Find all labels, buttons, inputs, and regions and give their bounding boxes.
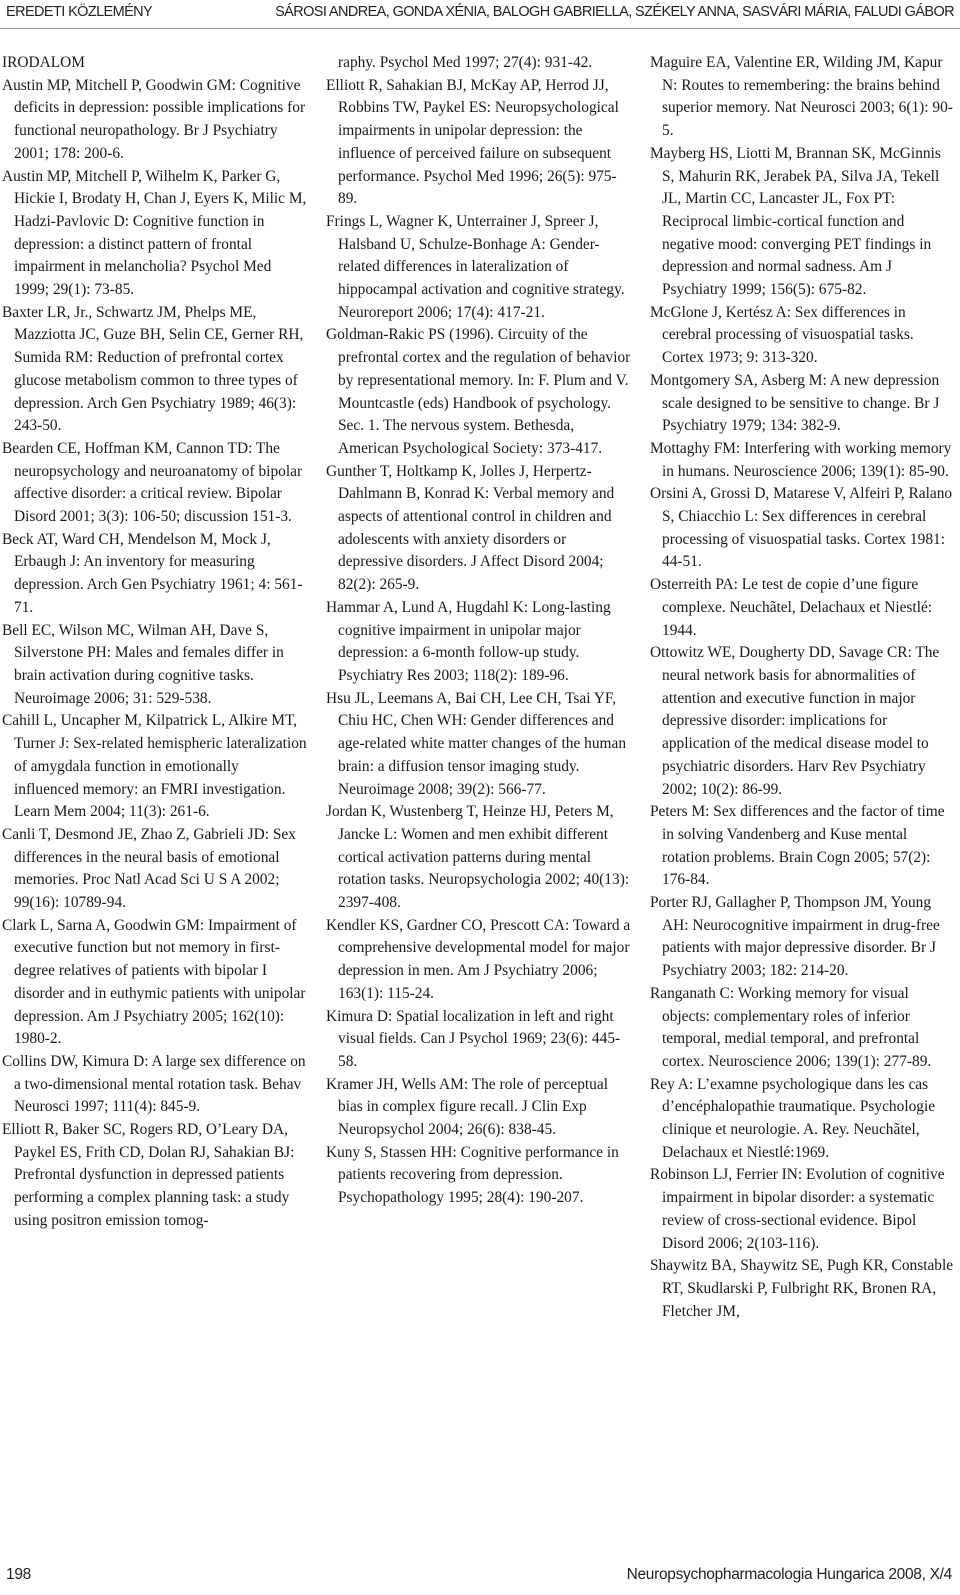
- reference-entry: Porter RJ, Gallagher P, Thompson JM, Young AH: Neurocognitive impairment in drug-free patients with major depressive disorder. Br J Psychiatry 2003; 182: 214-20.: [650, 894, 940, 980]
- reference-entry: Kramer JH, Wells AM: The role of perceptual bias in complex figure recall. J Clin Exp Neuropsychol 2004; 26(6): 838-45.: [326, 1075, 608, 1139]
- reference-entry: Bell EC, Wilson MC, Wilman AH, Dave S, Silverstone PH: Males and females differ in brain activation during cognitive tasks. Neuroimage 2006; 31: 529-538.: [2, 621, 284, 707]
- author-list: SÁROSI ANDREA, GONDA XÉNIA, BALOGH GABRIELLA, SZÉKELY ANNA, SASVÁRI MÁRIA, FALUDI GÁBOR: [275, 4, 954, 20]
- header-rule: [0, 28, 960, 29]
- reference-entry: Montgomery SA, Asberg M: A new depression scale designed to be sensitive to change. Br J Psychiatry 1979; 134: 382-9.: [650, 371, 940, 435]
- reference-entry: Hsu JL, Leemans A, Bai CH, Lee CH, Tsai YF, Chiu HC, Chen WH: Gender differences and age-related white matter changes of the human brain: a diffusion tensor imaging study. Neuroimage 2008; 39(2): 566-77.: [326, 689, 627, 798]
- reference-entry: Beck AT, Ward CH, Mendelson M, Mock J, Erbaugh J: An inventory for measuring depression. Arch Gen Psychiatry 1961; 4: 561-71.: [2, 530, 303, 616]
- reference-entry: Austin MP, Mitchell P, Wilhelm K, Parker G, Hickie I, Brodaty H, Chan J, Eyers K, Milic M, Hadzi-Pavlovic D: Cognitive function in depression: a distinct pattern of frontal impairment in melancholia? Psychol Med 1999; 29(1): 73-85.: [2, 167, 307, 299]
- reference-entry: McGlone J, Kertész A: Sex differences in cerebral processing of visuospatial tasks. Cortex 1973; 9: 313-320.: [650, 303, 914, 367]
- reference-entry: Maguire EA, Valentine ER, Wilding JM, Kapur N: Routes to remembering: the brains behind superior memory. Nat Neurosci 2003; 6(1): 90-5.: [650, 54, 953, 140]
- reference-entry: Rey A: L’examne psychologique dans les cas d’encéphalopathie traumatique. Psychologie clinique et neurologie. A. Rey. Neuchãtel, Delachaux et Niestlé:1969.: [650, 1075, 936, 1161]
- reference-entry: Osterreith PA: Le test de copie d’une figure complexe. Neuchãtel, Delachaux et Niestlé: 1944.: [650, 576, 933, 639]
- reference-column-1: [2, 52, 307, 1497]
- reference-entry: Gunther T, Holtkamp K, Jolles J, Herpertz-Dahlmann B, Konrad K: Verbal memory and aspects of attentional control in children and adolescents with anxiety disorders or depressive disorders. J Affect Disord 2004; 82(2): 265-9.: [326, 462, 615, 594]
- reference-entry: Mayberg HS, Liotti M, Brannan SK, McGinnis S, Mahurin RK, Jerabek PA, Silva JA, Tekell JL, Martin CC, Lancaster JL, Fox PT: Reciprocal limbic-cortical function and negative mood: converging PET findings in depression and normal sadness. Am J Psychiatry 1999; 156(5): 675-82.: [650, 144, 941, 299]
- reference-entry: Cahill L, Uncapher M, Kilpatrick L, Alkire MT, Turner J: Sex-related hemispheric lateralization of amygdala function in emotionally influenced memory: an FMRI investigation. Learn Mem 2004; 11(3): 261-6.: [2, 712, 307, 821]
- reference-column-2: [326, 52, 631, 1497]
- reference-entry: Jordan K, Wustenberg T, Heinze HJ, Peters M, Jancke L: Women and men exhibit different cortical activation patterns during mental rotation tasks. Neuropsychologia 2002; 40(13): 2397-408.: [326, 803, 630, 912]
- reference-entry: Clark L, Sarna A, Goodwin GM: Impairment of executive function but not memory in first-degree relatives of patients with bipolar I disorder and in euthymic patients with unipolar depression. Am J Psychiatry 2005; 162(10): 1980-2.: [2, 916, 306, 1048]
- reference-entry: Shaywitz BA, Shaywitz SE, Pugh KR, Constable RT, Skudlarski P, Fulbright RK, Bronen RA, Fletcher JM,: [650, 1257, 954, 1320]
- references-list-2: [326, 52, 631, 1210]
- reference-entry: Kimura D: Spatial localization in left and right visual fields. Can J Psychol 1969; 23(6): 445-58.: [326, 1007, 621, 1070]
- section-label: EREDETI KÖZLEMÉNY: [6, 4, 153, 20]
- reference-entry: Elliott R, Baker SC, Rogers RD, O’Leary DA, Paykel ES, Frith CD, Dolan RJ, Sahakian BJ: Prefrontal dysfunction in depressed patients performing a complex planning task: a study using positron emission tomog-: [2, 1121, 295, 1229]
- reference-entry: Mottaghy FM: Interfering with working memory in humans. Neuroscience 2006; 139(1): 85-90.: [650, 439, 952, 480]
- reference-entry: Bearden CE, Hoffman KM, Cannon TD: The neuropsychology and neuroanatomy of bipolar affective disorder: a critical review. Bipolar Disord 2001; 3(3): 106-50; discussion 151-3.: [2, 439, 303, 526]
- reference-entry: Hammar A, Lund A, Hugdahl K: Long-lasting cognitive impairment in unipolar major depression: a 6-month follow-up study. Psychiatry Res 2003; 118(2): 189-96.: [326, 598, 611, 684]
- references-list-3: [650, 52, 955, 1323]
- reference-entry: raphy. Psychol Med 1997; 27(4): 931-42.: [338, 54, 593, 71]
- reference-entry: Goldman-Rakic PS (1996). Circuity of the prefrontal cortex and the regulation of behavior by representational memory. In: F. Plum and V. Mountcastle (eds) Handbook of psychology. Sec. 1. The nervous system. Bethesda, American Psychological Society: 373-417.: [326, 326, 631, 457]
- reference-entry: Kendler KS, Gardner CO, Prescott CA: Toward a comprehensive developmental model for major depression in men. Am J Psychiatry 2006; 163(1): 115-24.: [326, 916, 631, 1002]
- reference-entry: Robinson LJ, Ferrier IN: Evolution of cognitive impairment in bipolar disorder: a systematic review of cross-sectional evidence. Bipol Disord 2006; 2(103-116).: [650, 1166, 945, 1252]
- reference-entry: Kuny S, Stassen HH: Cognitive performance in patients recovering from depression. Psychopathology 1995; 28(4): 190-207.: [326, 1143, 619, 1207]
- references-heading: IRODALOM: [2, 54, 85, 71]
- reference-entry: Frings L, Wagner K, Unterrainer J, Spreer J, Halsband U, Schulze-Bonhage A: Gender-related differences in lateralization of hippocampal activation and cognitive strategy. Neuroreport 2006; 17(4): 417-21.: [326, 212, 625, 321]
- reference-entry: Collins DW, Kimura D: A large sex difference on a two-dimensional mental rotation task. Behav Neurosci 1997; 111(4): 845-9.: [2, 1052, 306, 1116]
- reference-entry: Elliott R, Sahakian BJ, McKay AP, Herrod JJ, Robbins TW, Paykel ES: Neuropsychological impairments in unipolar depression: the influence of perceived failure on subsequent performance. Psychol Med 1996; 26(5): 975-89.: [326, 76, 619, 208]
- reference-entry: Peters M: Sex differences and the factor of time in solving Vandenberg and Kuse mental rotation problems. Brain Cogn 2005; 57(2): 176-84.: [650, 803, 945, 889]
- page-number: 198: [6, 1566, 31, 1583]
- reference-column-3: [650, 52, 955, 1497]
- reference-entry: Canli T, Desmond JE, Zhao Z, Gabrieli JD: Sex differences in the neural basis of emotional memories. Proc Natl Acad Sci U S A 2002; 99(16): 10789-94.: [2, 825, 296, 912]
- reference-entry: Baxter LR, Jr., Schwartz JM, Phelps ME, Mazziotta JC, Guze BH, Selin CE, Gerner RH, Sumida RM: Reduction of prefrontal cortex glucose metabolism common to three types of depression. Arch Gen Psychiatry 1989; 46(3): 243-50.: [2, 303, 304, 435]
- journal-citation: Neuropsychopharmacologia Hungarica 2008, X/4: [626, 1566, 952, 1583]
- running-header: [0, 0, 960, 26]
- reference-entry: Ranganath C: Working memory for visual objects: complementary roles of inferior temporal, medial temporal, and prefrontal cortex. Neuroscience 2006; 139(1): 277-89.: [650, 984, 932, 1070]
- reference-entry: Ottowitz WE, Dougherty DD, Savage CR: The neural network basis for abnormalities of attention and executive function in major depressive disorder: implications for application of the medical disease model to psychiatric disorders. Harv Rev Psychiatry 2002; 10(2): 86-99.: [650, 644, 940, 798]
- reference-entry: Orsini A, Grossi D, Matarese V, Alfeiri P, Ralano S, Chiacchio L: Sex differences in cerebral processing of visuospatial tasks. Cortex 1981: 44-51.: [650, 485, 953, 571]
- reference-entry: Austin MP, Mitchell P, Goodwin GM: Cognitive deficits in depression: possible implications for functional neuropathology. Br J Psychiatry 2001; 178: 200-6.: [2, 76, 306, 162]
- references-list-1: [2, 75, 307, 1233]
